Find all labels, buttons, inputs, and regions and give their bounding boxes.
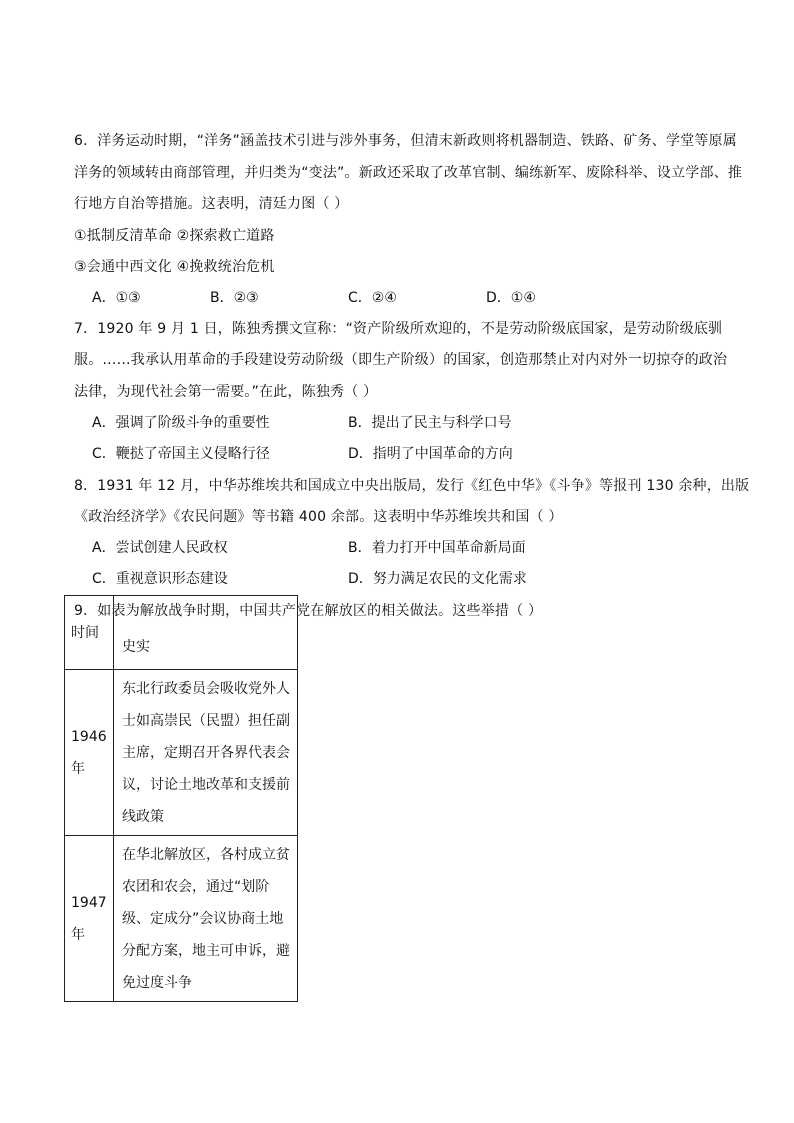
- table-row: [65, 836, 298, 1002]
- table-row: [65, 670, 298, 836]
- table-cell-fact: 在华北解放区，各村成立贫农团和农会，通过“划阶级、定成分”会议协商土地分配方案，地主可申诉，避免过度斗争: [114, 836, 298, 1002]
- q7-stem-line2: 服。……我承认用革命的手段建设劳动阶级（即生产阶级）的国家，创造那禁止对内对外一切掠夺的政治: [74, 352, 728, 368]
- q6-option-c[interactable]: C．②④: [348, 290, 397, 306]
- q8-option-a[interactable]: A．尝试创建人民政权: [92, 540, 228, 556]
- table-header-fact: 史实: [114, 596, 298, 670]
- table-header-row: [65, 596, 298, 670]
- q6-stem-line3: 行地方自治等措施。这表明，清廷力图（ ）: [74, 196, 349, 212]
- q6-stem-line2: 洋务的领域转由商部管理，并归类为“变法”。新政还采取了改革官制、编练新军、废除科举、设立学部、推: [74, 165, 743, 181]
- table-header-time: 时间: [65, 596, 114, 670]
- q7-option-c[interactable]: C．鞭挞了帝国主义侵略行径: [92, 446, 270, 462]
- table-cell-time: 1946 年: [65, 670, 114, 836]
- q6-option-b[interactable]: B．②③: [210, 290, 259, 306]
- q6-stem-line1: 6．洋务运动时期，“洋务”涵盖技术引进与涉外事务，但清末新政则将机器制造、铁路、矿务、学堂等原属: [74, 133, 738, 149]
- q9-stem: 9．如表为解放战争时期，中国共产党在解放区的相关做法。这些举措（ ）: [74, 603, 543, 619]
- q7-stem-line3: 法律，为现代社会第一需要。”在此，陈独秀（ ）: [74, 384, 378, 400]
- q7-option-d[interactable]: D．指明了中国革命的方向: [348, 446, 513, 462]
- q8-stem-line2: 《政治经济学》《农民问题》等书籍 400 余部。这表明中华苏维埃共和国（ ）: [74, 509, 563, 525]
- q6-option-d[interactable]: D．①④: [486, 290, 536, 306]
- q8-option-c[interactable]: C．重视意识形态建设: [92, 571, 228, 587]
- q7-stem-line1: 7．1920 年 9 月 1 日，陈独秀撰文宣称：“资产阶级所欢迎的，不是劳动阶级底国家，是劳动阶级底驯: [74, 321, 723, 337]
- q8-stem-line1: 8．1931 年 12 月，中华苏维埃共和国成立中央出版局，发行《红色中华》《斗争》等报刊 130 余种，出版: [74, 478, 750, 494]
- history-facts-table: [64, 595, 298, 1002]
- q6-item-1-2: ①抵制反清革命 ②探索救亡道路: [74, 228, 275, 244]
- q6-item-3-4: ③会通中西文化 ④挽救统治危机: [74, 259, 275, 275]
- q8-option-b[interactable]: B．着力打开中国革命新局面: [348, 540, 526, 556]
- table-cell-time: 1947 年: [65, 836, 114, 1002]
- table-cell-fact: 东北行政委员会吸收党外人士如高崇民（民盟）担任副主席，定期召开各界代表会议，讨论土地改革和支援前线政策: [114, 670, 298, 836]
- q7-option-b[interactable]: B．提出了民主与科学口号: [348, 415, 512, 431]
- q6-option-a[interactable]: A．①③: [92, 290, 141, 306]
- q7-option-a[interactable]: A．强调了阶级斗争的重要性: [92, 415, 270, 431]
- q8-option-d[interactable]: D．努力满足农民的文化需求: [348, 571, 527, 587]
